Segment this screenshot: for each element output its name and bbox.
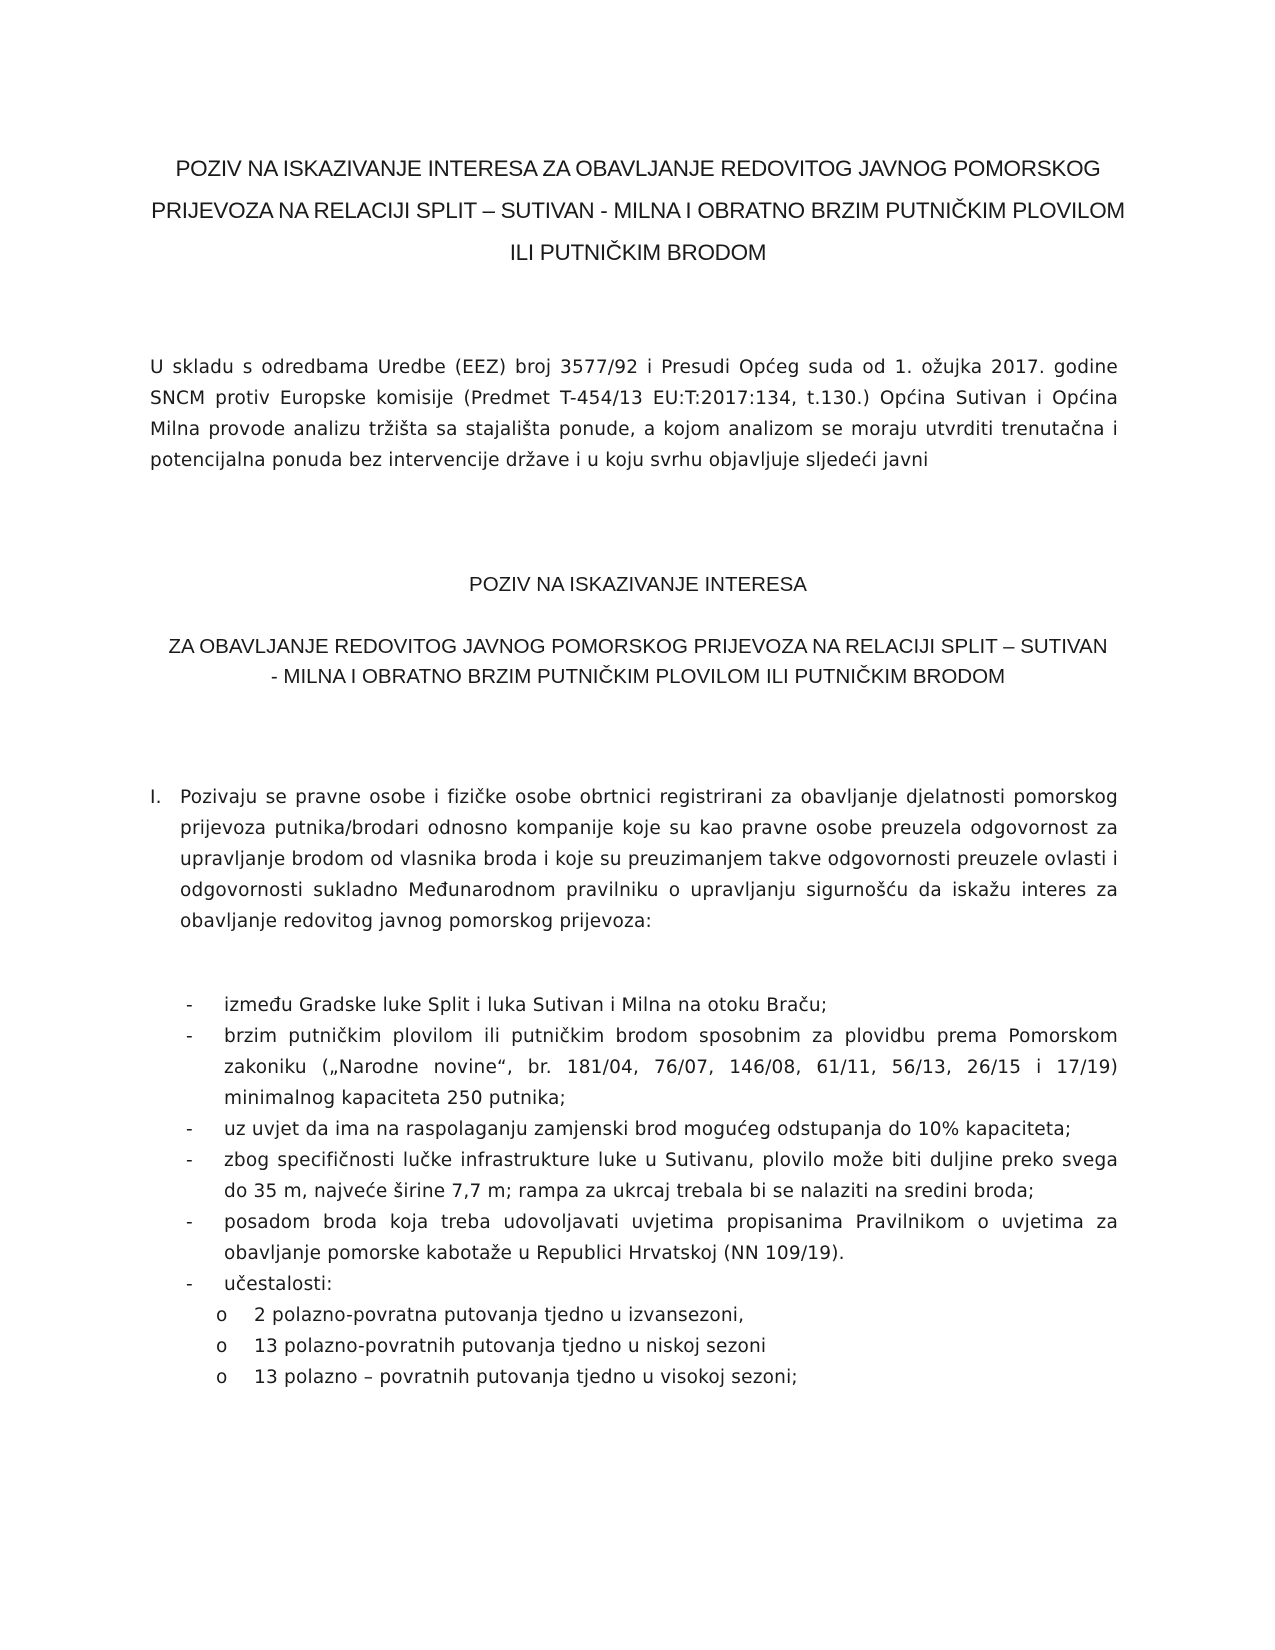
list-item-text: uz uvjet da ima na raspolaganju zamjenski brod mogućeg odstupanja do 10% kapaciteta;	[224, 1119, 1072, 1140]
circle-bullet: o	[216, 1305, 228, 1326]
list-item-text: posadom broda koja treba udovoljavati uvjetima propisanima Pravilnikom o uvjetima za obavljanje pomorske kabotaže u Republici Hrvatskoj (NN 109/19).	[224, 1212, 1118, 1264]
list-item	[180, 1145, 1118, 1207]
list-item	[180, 990, 1118, 1021]
dash-bullet: -	[186, 1026, 193, 1047]
sublist-item-text: 13 polazno-povratnih putovanja tjedno u niskoj sezoni	[254, 1336, 767, 1357]
sublist-item	[180, 1300, 1118, 1331]
dash-bullet: -	[186, 1274, 193, 1295]
list-item	[180, 1114, 1118, 1145]
list-item-text: brzim putničkim plovilom ili putničkim brodom sposobnim za plovidbu prema Pomorskom zakoniku („Narodne novine“, br. 181/04, 76/07, 146/08, 61/11, 56/13, 26/15 i 17/19) minimalnog kapaciteta 250 putnika;	[224, 1026, 1118, 1109]
frequency-sublist-container	[180, 1300, 1118, 1393]
list-item	[180, 1021, 1118, 1114]
document-title: POZIV NA ISKAZIVANJE INTERESA ZA OBAVLJANJE REDOVITOG JAVNOG POMORSKOG PRIJEVOZA NA RELACIJI SPLIT – SUTIVAN - MILNA I OBRATNO BRZIM PUTNIČKIM PLOVILOM ILI PUTNIČKIM BRODOM	[151, 156, 1125, 265]
circle-bullet: o	[216, 1336, 228, 1357]
sublist-item-text: 2 polazno-povratna putovanja tjedno u izvansezoni,	[254, 1305, 745, 1326]
intro-paragraph: U skladu s odredbama Uredbe (EEZ) broj 3577/92 i Presudi Općeg suda od 1. ožujka 2017. godine SNCM protiv Europske komisije (Predmet T-454/13 EU:T:2017:134, t.130.) Općina Sutivan i Općina Milna provode analizu tržišta sa stajališta ponude, a kojom analizom se moraju utvrditi trenutačna i potencijalna ponuda bez intervencije države i u koju svrhu objavljuje sljedeći javni	[150, 357, 1118, 471]
section-i	[150, 782, 1118, 937]
dash-bullet: -	[186, 1150, 193, 1171]
list-item	[180, 1207, 1118, 1269]
requirements-list	[180, 990, 1118, 1393]
section-number: I.	[150, 787, 162, 808]
dash-bullet: -	[186, 1119, 193, 1140]
list-item	[180, 1269, 1118, 1300]
frequency-sublist	[180, 1300, 1118, 1393]
list-item-text: učestalosti:	[224, 1274, 333, 1295]
dash-bullet: -	[186, 995, 193, 1016]
call-subtitle: ZA OBAVLJANJE REDOVITOG JAVNOG POMORSKOG PRIJEVOZA NA RELACIJI SPLIT – SUTIVAN - MILNA I OBRATNO BRZIM PUTNIČKIM PLOVILOM ILI PUTNIČKIM BRODOM	[168, 635, 1108, 688]
dash-bullet: -	[186, 1212, 193, 1233]
sublist-item-text: 13 polazno – povratnih putovanja tjedno u visokoj sezoni;	[254, 1367, 798, 1388]
list-item-text: između Gradske luke Split i luka Sutivan i Milna na otoku Braču;	[224, 995, 828, 1016]
call-title: POZIV NA ISKAZIVANJE INTERESA	[469, 573, 807, 596]
circle-bullet: o	[216, 1367, 228, 1388]
section-i-text: Pozivaju se pravne osobe i fizičke osobe obrtnici registrirani za obavljanje djelatnosti pomorskog prijevoza putnika/brodari odnosno kompanije koje su kao pravne osobe preuzela odgovornost za upravljanje brodom od vlasnika broda i koje su preuzimanjem takve odgovornosti preuzele ovlasti i odgovornosti sukladno Međunarodnom pravilniku o upravljanju sigurnošću da iskažu interes za obavljanje redovitog javnog pomorskog prijevoza:	[180, 787, 1118, 932]
list-item-text: zbog specifičnosti lučke infrastrukture luke u Sutivanu, plovilo može biti duljine preko svega do 35 m, najveće širine 7,7 m; rampa za ukrcaj trebala bi se nalaziti na sredini broda;	[224, 1150, 1118, 1202]
sublist-item	[180, 1331, 1118, 1362]
sublist-item	[180, 1362, 1118, 1393]
